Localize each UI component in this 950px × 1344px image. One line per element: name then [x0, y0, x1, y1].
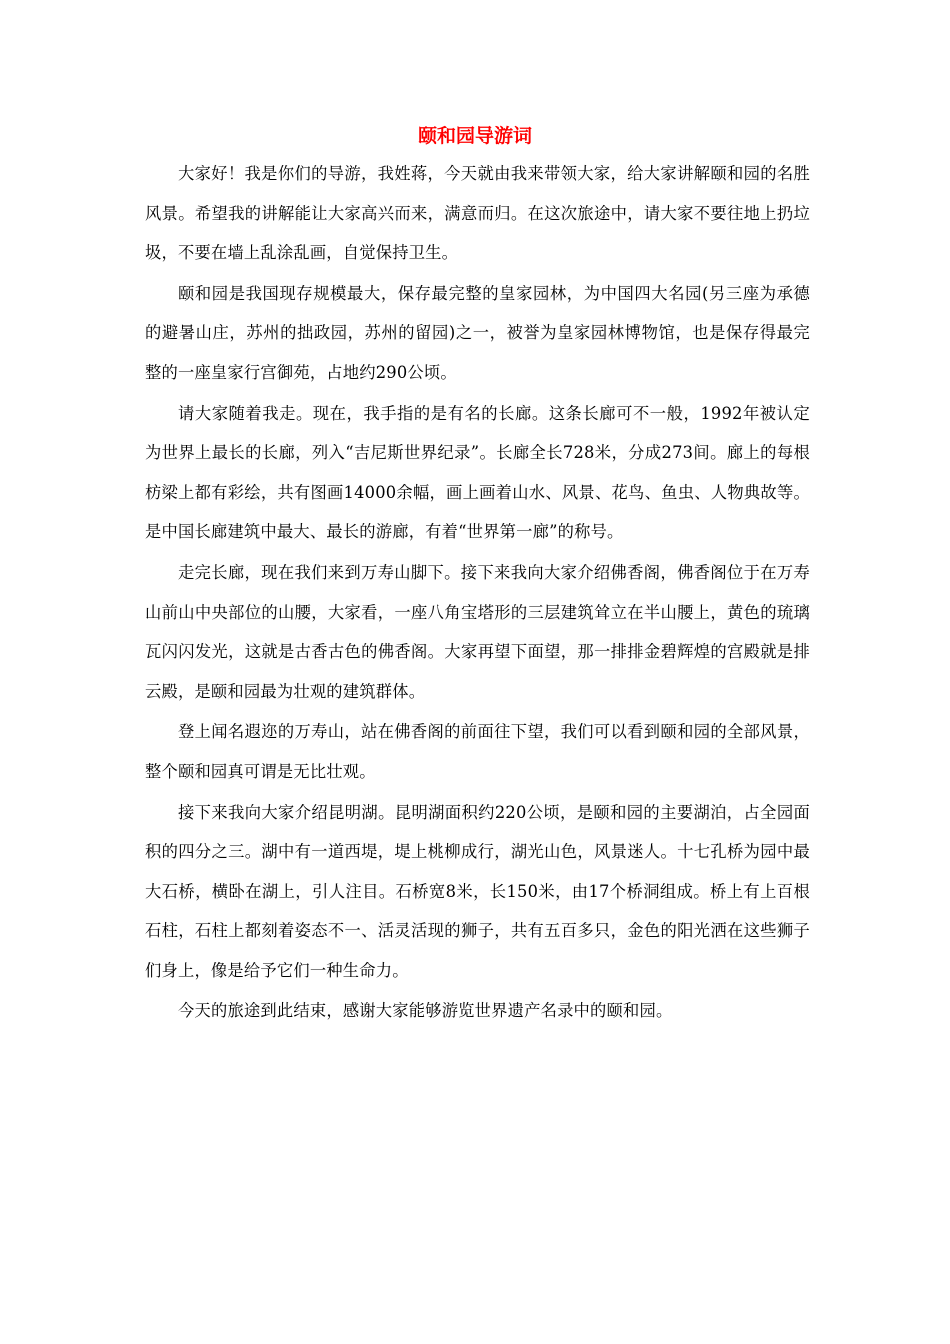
document-title: 颐和园导游词	[417, 125, 532, 147]
paragraph-overview: 颐和园是我国现存规模最大，保存最完整的皇家园林，为中国四大名园(另三座为承德的避暑山庄，苏州的拙政园，苏州的留园)之一，被誉为皇家园林博物馆，也是保存得最完整的一座皇家行宫御苑，占地约290公顷。	[145, 283, 810, 382]
paragraph-greeting: 大家好！我是你们的导游，我姓蒋，今天就由我来带领大家，给大家讲解颐和园的名胜风景。希望我的讲解能让大家高兴而来，满意而归。在这次旅途中，请大家不要往地上扔垃圾，不要在墙上乱涂乱画，自觉保持卫生。	[145, 164, 810, 263]
paragraph-long-corridor: 请大家随着我走。现在，我手指的是有名的长廊。这条长廊可不一般，1992年被认定为世界上最长的长廊，列入“吉尼斯世界纪录”。长廊全长728米，分成273间。廊上的每根枋梁上都有彩绘，共有图画14000余幅，画上画着山水、风景、花鸟、鱼虫、人物典故等。是中国长廊建筑中最大、最长的游廊，有着“世界第一廊”的称号。	[145, 403, 810, 542]
paragraph-foxiang-pavilion: 走完长廊，现在我们来到万寿山脚下。接下来我向大家介绍佛香阁，佛香阁位于在万寿山前山中央部位的山腰，大家看，一座八角宝塔形的三层建筑耸立在半山腰上，黄色的琉璃瓦闪闪发光，这就是古香古色的佛香阁。大家再望下面望，那一排排金碧辉煌的宫殿就是排云殿，是颐和园最为壮观的建筑群体。	[145, 562, 810, 701]
paragraph-closing: 今天的旅途到此结束，感谢大家能够游览世界遗产名录中的颐和园。	[178, 1001, 673, 1021]
paragraph-kunming-lake: 接下来我向大家介绍昆明湖。昆明湖面积约220公顷，是颐和园的主要湖泊，占全园面积的四分之三。湖中有一道西堤，堤上桃柳成行，湖光山色，风景迷人。十七孔桥为园中最大石桥，横卧在湖上，引人注目。石桥宽8米，长150米，由17个桥洞组成。桥上有上百根石柱，石柱上都刻着姿态不一、活灵活现的狮子，共有五百多只，金色的阳光洒在这些狮子们身上，像是给予它们一种生命力。	[145, 802, 810, 980]
document-body	[145, 154, 810, 1032]
paragraph-wanshou-hill: 登上闻名遐迩的万寿山，站在佛香阁的前面往下望，我们可以看到颐和园的全部风景，整个颐和园真可谓是无比壮观。	[145, 722, 810, 781]
